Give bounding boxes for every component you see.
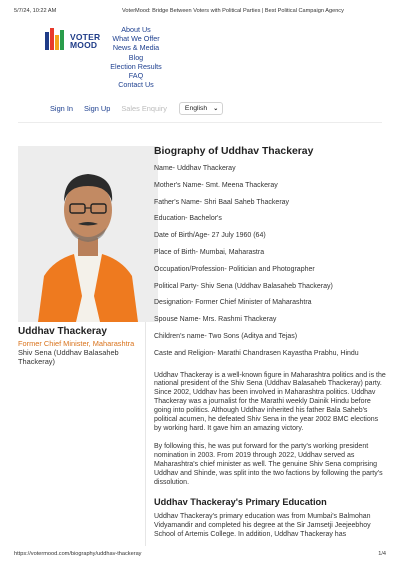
bio-paragraph-2: By following this, he was put forward for the party's working president nomination in 2003. From 2019 through 2022, Uddhav served as Maharashtra's chief minister as well. The genuine Shiv Sena comprising Uddhav and Shinde, was split into the two factions by following the party's dissolution.: [154, 442, 383, 486]
fact-item: Designation- Former Chief Minister of Maharashtra: [154, 299, 312, 307]
fact-item: Occupation/Profession- Politician and Photographer: [154, 265, 315, 273]
nav-contact-us[interactable]: Contact Us: [118, 80, 154, 90]
fact-item: Caste and Religion- Marathi Chandrasen Kayastha Prabhu, Hindu: [154, 349, 359, 357]
logo-word-voter: VOTER: [70, 32, 101, 42]
profile-name: Uddhav Thackeray: [18, 326, 107, 337]
article-content: [154, 146, 386, 540]
sign-up-link[interactable]: Sign Up: [84, 103, 111, 113]
print-url: https://votermood.com/biography/uddhav-thackeray: [14, 551, 142, 557]
bio-paragraph-3: Uddhav Thackeray's primary education was from Mumbai's Balmohan Vidyamandir and completed his degree at the Sir Jamsetji Jeejeebhoy School of Artemis College. In addition, Uddhav Thackeray has: [154, 513, 371, 539]
profile-party: Shiv Sena (Uddhav Balasaheb Thackeray): [18, 348, 119, 366]
article-title: Biography of Uddhav Thackeray: [154, 146, 314, 157]
language-select[interactable]: [179, 102, 223, 115]
auth-bar: [50, 101, 223, 115]
bio-paragraph-1: Uddhav Thackeray is a well-known figure in Maharashtra politics and is the national president of the Shiv Sena (Uddhav Balasaheb Thackeray) party. Since 2002, Uddhav has been involved in Maharashtra politics. Uddhav Thackeray was a journalist for the Marathi weekly Dainik Hindu before going into politics. Although Uddhav inherited his father Bala Saheb's political acumen, he defeated Shiv Sena in the year 2002 BMC elections by working hard. It gave him an amazing victory.: [154, 371, 386, 432]
logo-word-mood: MOOD: [70, 40, 98, 50]
section-heading: Uddhav Thackeray's Primary Education: [154, 497, 327, 508]
nav-about-us[interactable]: About Us: [121, 25, 151, 34]
fact-item: Children's name- Two Sons (Aditya and Tejas): [154, 332, 298, 340]
fact-item: Education- Bachelor's: [154, 215, 222, 223]
profile-photo: [18, 146, 158, 322]
print-footer: [14, 551, 386, 557]
language-value: English: [184, 104, 208, 112]
nav-faq[interactable]: FAQ: [128, 71, 144, 81]
main-nav: [98, 25, 174, 89]
header-divider: [18, 122, 382, 123]
logo-bars-icon: [44, 26, 68, 52]
sales-enquiry-link[interactable]: Sales Enquiry: [121, 103, 167, 113]
nav-blog[interactable]: Blog: [128, 52, 144, 62]
nav-news-media[interactable]: News & Media: [112, 43, 160, 53]
profile-role: Former Chief Minister, Maharashtra: [18, 339, 135, 348]
profile-card: [18, 326, 144, 366]
print-page-title: VoterMood: Bridge Between Voters with Political Parties | Best Political Campaign Agency: [122, 8, 344, 14]
print-page-number: 1/4: [378, 551, 386, 557]
sign-in-link[interactable]: Sign In: [50, 103, 74, 113]
fact-item: Date of Birth/Age- 27 July 1960 (64): [154, 232, 266, 240]
fact-item: Spouse Name- Mrs. Rashmi Thackeray: [154, 316, 277, 324]
facts-list: [154, 164, 386, 366]
person-portrait-icon: [18, 146, 158, 322]
fact-item: Political Party- Shiv Sena (Uddhav Balasaheb Thackeray): [154, 282, 333, 290]
print-datetime: 5/7/24, 10:22 AM: [14, 8, 57, 14]
nav-what-we-offer[interactable]: What We Offer: [112, 34, 160, 44]
chevron-down-icon: ⌄: [213, 105, 219, 112]
fact-item: Name- Uddhav Thackeray: [154, 165, 236, 172]
fact-item: Father's Name- Shri Baal Saheb Thackeray: [154, 198, 290, 206]
nav-election-results[interactable]: Election Results: [110, 61, 162, 71]
fact-item: Place of Birth- Mumbai, Maharastra: [154, 248, 265, 256]
fact-item: Mother's Name- Smt. Meena Thackeray: [154, 181, 278, 189]
